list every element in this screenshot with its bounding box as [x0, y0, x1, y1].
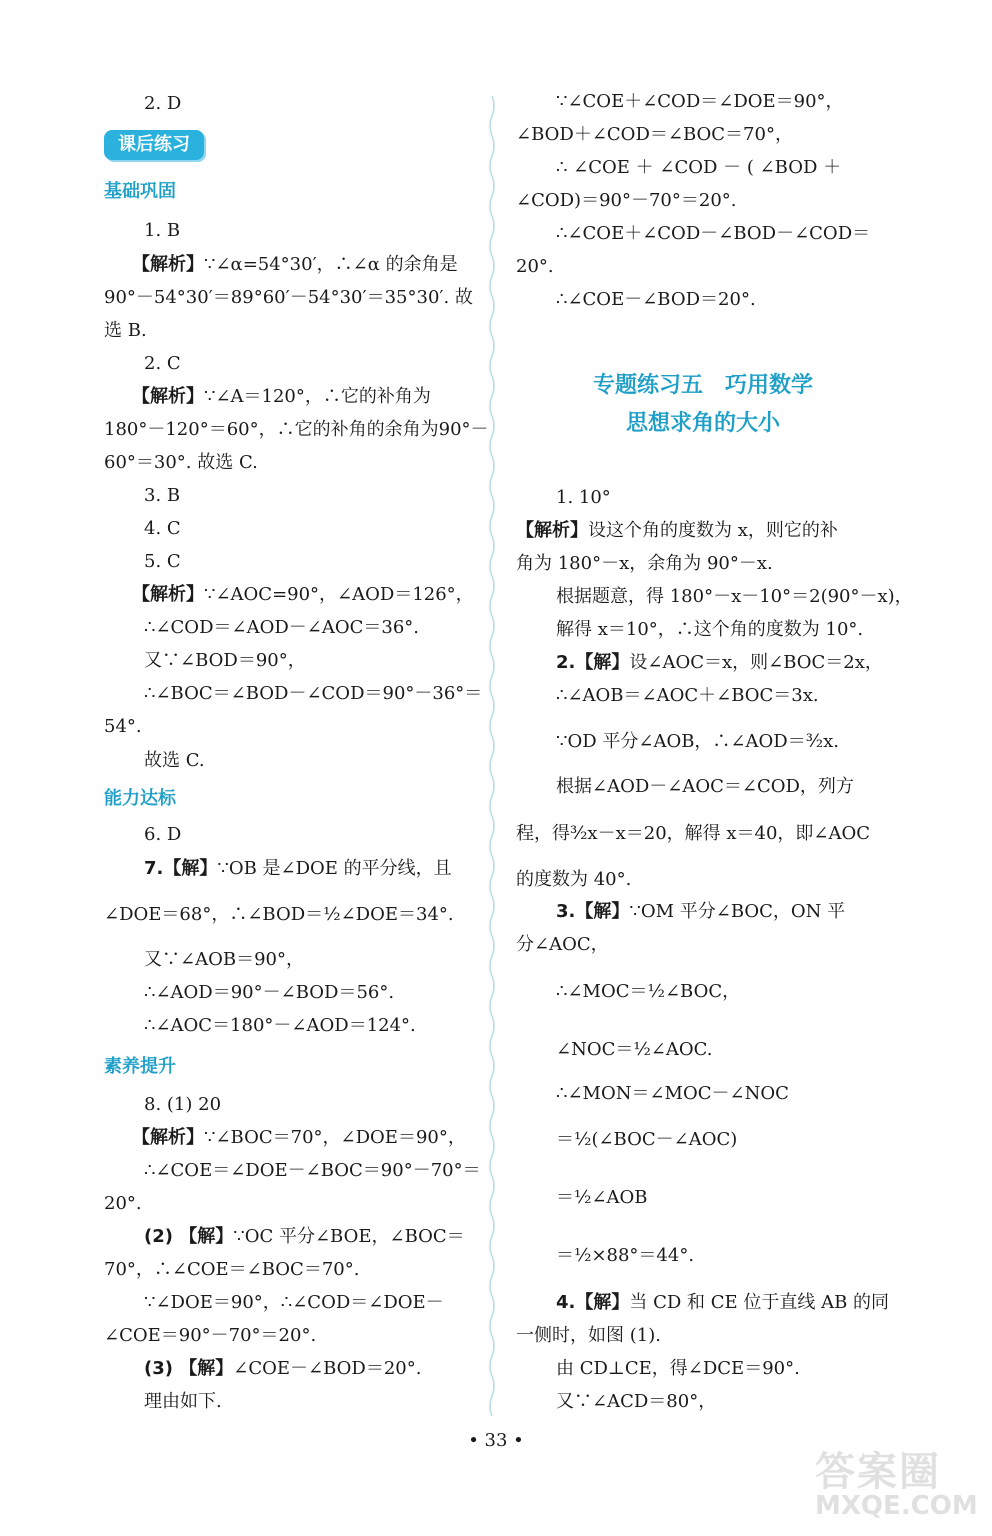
answer-line: 1. B	[144, 220, 181, 241]
text-line: 根据∠AOD－∠AOC＝∠COD，列方	[556, 776, 854, 797]
text-line: 60°＝30°. 故选 C.	[104, 452, 258, 473]
text-line: 角为 180°－x，余角为 90°－x.	[516, 553, 773, 574]
text-line: 故选 C.	[144, 750, 205, 771]
text-line: ∴∠COE＝∠DOE－∠BOC＝90°－70°＝	[144, 1160, 481, 1181]
text-line: ＝½(∠BOC－∠AOC)	[556, 1129, 738, 1150]
text-line: 20°.	[104, 1193, 142, 1214]
text-line: 选 B.	[104, 320, 147, 341]
text-line: ∠COD)＝90°－70°＝20°.	[516, 190, 737, 211]
analysis-line: 【解析】∵∠AOC=90°，∠AOD＝126°，	[132, 584, 474, 605]
answer-line: 2. D	[144, 93, 182, 114]
solution-line: 3.【解】∵OM 平分∠BOC，ON 平	[556, 901, 846, 922]
text-line: 一侧时，如图 (1).	[516, 1325, 661, 1346]
right-column-lower	[516, 0, 913, 1420]
answer-line: 2. C	[144, 353, 181, 374]
text-line: ∴∠COE－∠BOD＝20°.	[556, 289, 756, 310]
column-divider	[487, 96, 497, 1416]
text-line: ∵∠DOE＝90°，∴∠COD＝∠DOE－	[144, 1292, 444, 1313]
text-line: ∴∠AOB＝∠AOC＋∠BOC＝3x.	[556, 685, 819, 706]
section-heading-ability: 能力达标	[104, 788, 176, 809]
answer-line: 6. D	[144, 824, 182, 845]
text-line: 90°－54°30′＝89°60′－54°30′＝35°30′. 故	[104, 287, 473, 308]
text-line: 又∵∠ACD＝80°，	[556, 1391, 717, 1412]
text-line: 程，得³⁄₂x－x＝20，解得 x＝40，即∠AOC	[516, 823, 871, 844]
text-line: 解得 x＝10°，∴这个角的度数为 10°.	[556, 619, 864, 640]
text-line: ∵∠COE＋∠COD＝∠DOE＝90°，	[556, 91, 844, 112]
answer-line: 4. C	[144, 518, 181, 539]
text-line: 分∠AOC，	[516, 934, 609, 955]
solution-line: 2.【解】设∠AOC＝x，则∠BOC＝2x，	[556, 652, 883, 673]
left-column	[104, 0, 489, 1420]
analysis-line: 【解析】∵∠α=54°30′，∴∠α 的余角是	[132, 254, 458, 275]
solution-line: (2) 【解】∵OC 平分∠BOE，∠BOC＝	[144, 1226, 465, 1247]
text-line: ∴ ∠COE ＋ ∠COD － ( ∠BOD ＋	[556, 157, 842, 178]
section-heading-literacy: 素养提升	[104, 1056, 176, 1077]
text-line: ∠DOE＝68°，∴∠BOD＝½∠DOE＝34°.	[104, 904, 454, 925]
text-line: ∠NOC＝½∠AOC.	[556, 1039, 713, 1060]
section-badge: 课后练习	[104, 130, 204, 160]
text-line: 根据题意，得 180°－x－10°＝2(90°－x)，	[556, 586, 913, 607]
text-line: 54°.	[104, 716, 142, 737]
text-line: 20°.	[516, 256, 554, 277]
page-number: • 33 •	[468, 1430, 524, 1451]
text-line: ＝½×88°＝44°.	[556, 1245, 695, 1266]
topic-heading-line2: 思想求角的大小	[625, 411, 780, 436]
answer-line: 3. B	[144, 485, 181, 506]
text-line: ∴∠MOC＝½∠BOC，	[556, 981, 741, 1002]
solution-line: 7.【解】∵OB 是∠DOE 的平分线，且	[144, 858, 452, 879]
analysis-line: 【解析】设这个角的度数为 x，则它的补	[516, 520, 838, 541]
text-line: ∴∠BOC＝∠BOD－∠COD＝90°－36°＝	[144, 683, 483, 704]
text-line: 180°－120°＝60°，∴它的补角的余角为90°－	[104, 419, 489, 440]
text-line: 又∵∠AOB＝90°，	[144, 949, 304, 970]
text-line: 的度数为 40°.	[516, 869, 632, 890]
watermark-text: 答案圈	[815, 1449, 941, 1495]
watermark-url: MXQE.COM	[815, 1491, 978, 1521]
text-line: ＝½∠AOB	[556, 1187, 648, 1208]
watermark-logo	[815, 1440, 985, 1530]
text-line: 理由如下.	[144, 1391, 222, 1412]
text-line: 70°，∴∠COE＝∠BOC＝70°.	[104, 1259, 360, 1280]
text-line: ∴∠COD＝∠AOD－∠AOC＝36°.	[144, 617, 420, 638]
text-line: ∴∠MON＝∠MOC－∠NOC	[556, 1083, 789, 1104]
text-line: 由 CD⊥CE，得∠DCE＝90°.	[556, 1358, 800, 1379]
text-line: ∴∠COE＋∠COD－∠BOD－∠COD＝	[556, 223, 871, 244]
text-line: ∠COE＝90°－70°＝20°.	[104, 1325, 317, 1346]
answer-line: 5. C	[144, 551, 181, 572]
topic-heading-line1: 专题练习五 巧用数学	[592, 373, 813, 398]
text-line: ∵OD 平分∠AOB，∴∠AOD＝³⁄₂x.	[556, 731, 840, 752]
analysis-line: 【解析】∵∠BOC＝70°，∠DOE＝90°，	[132, 1127, 466, 1148]
analysis-line: 【解析】∵∠A＝120°，∴它的补角为	[132, 386, 431, 407]
text-line: ∴∠AOD＝90°－∠BOD＝56°.	[144, 982, 395, 1003]
solution-line: (3) 【解】∠COE－∠BOD＝20°.	[144, 1358, 422, 1379]
text-line: ∴∠AOC＝180°－∠AOD＝124°.	[144, 1015, 416, 1036]
section-heading-basic: 基础巩固	[104, 181, 176, 202]
solution-line: 4.【解】当 CD 和 CE 位于直线 AB 的同	[556, 1292, 890, 1313]
answer-line: 1. 10°	[556, 487, 611, 508]
text-line: ∠BOD＋∠COD＝∠BOC＝70°，	[516, 124, 793, 145]
text-line: 又∵∠BOD＝90°，	[144, 650, 306, 671]
answer-line: 8. (1) 20	[144, 1094, 222, 1115]
